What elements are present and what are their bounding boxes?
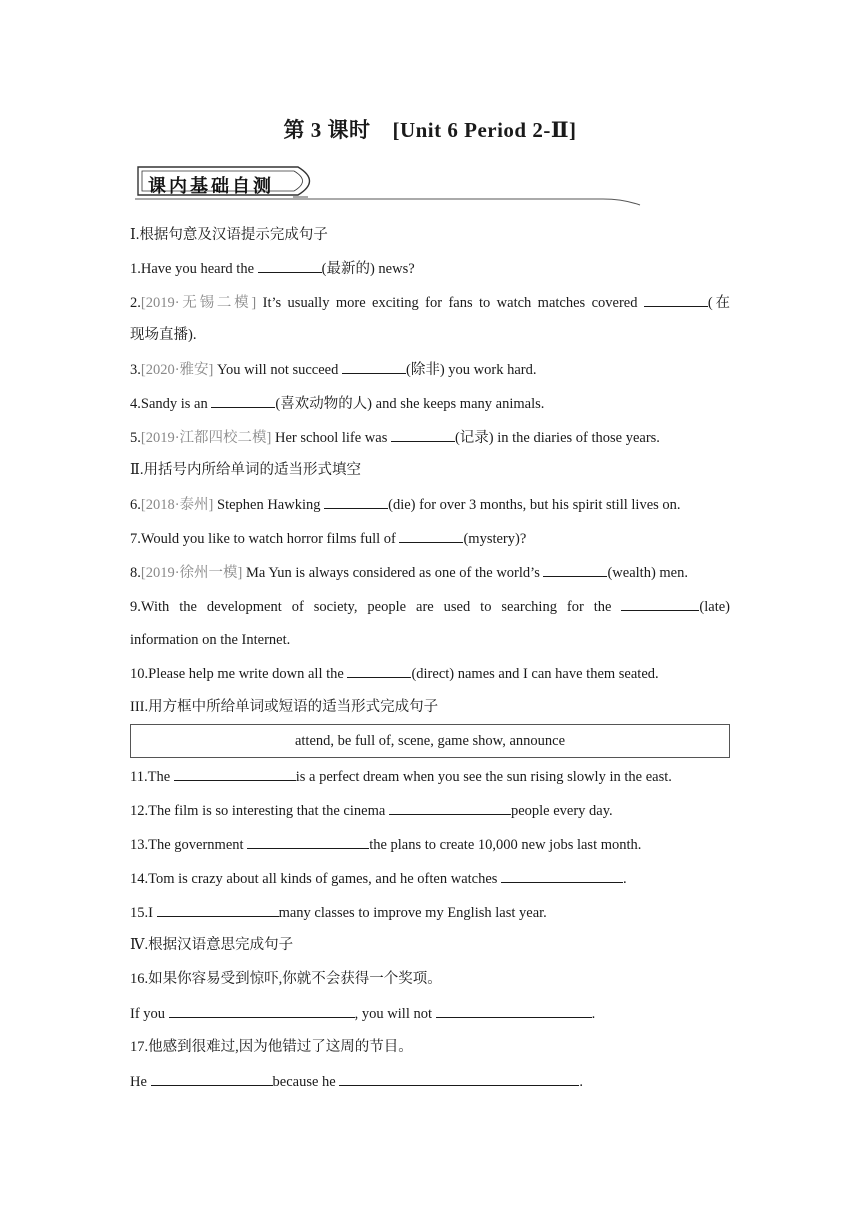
section-heading-3: III.用方框中所给单词或短语的适当形式完成句子 <box>130 699 439 715</box>
text-segment: (wealth) men. <box>607 565 688 581</box>
answer-blank[interactable] <box>391 427 455 442</box>
text-segment: . <box>591 1006 596 1022</box>
text-segment: people every day. <box>510 803 613 819</box>
question-9 <box>130 596 730 617</box>
question-16 <box>130 1003 730 1024</box>
text-segment: (direct) names and I can have them seated. <box>411 666 659 682</box>
text-segment: 4.Sandy is an <box>130 396 212 412</box>
question-15 <box>130 902 730 923</box>
question-10 <box>130 663 730 684</box>
text-segment: 5. <box>130 430 141 446</box>
question-5 <box>130 427 730 448</box>
question-3 <box>130 359 730 380</box>
banner-label: 课内基础自测 <box>148 176 274 197</box>
question-6 <box>130 494 730 515</box>
answer-blank[interactable] <box>157 902 279 917</box>
question-16-prompt: 16.如果你容易受到惊吓,你就不会获得一个奖项。 <box>130 971 442 987</box>
text-segment: (最新的) news? <box>321 261 415 277</box>
text-segment: Ma Yun is always considered as one of the world’s <box>242 565 544 581</box>
text-segment: It’s usually more exciting for fans to watch matches covered <box>256 295 644 311</box>
source-tag: [2018·泰州] <box>140 497 214 513</box>
question-12 <box>130 800 730 821</box>
text-segment: 3. <box>130 362 141 378</box>
text-segment: , you will not <box>354 1006 436 1022</box>
section-heading-2: Ⅱ.用括号内所给单词的适当形式填空 <box>130 462 361 478</box>
text-segment: (mystery)? <box>463 531 527 547</box>
question-9-cont: information on the Internet. <box>130 632 291 648</box>
answer-blank[interactable] <box>347 663 411 678</box>
text-segment: 14.Tom is crazy about all kinds of games, and he often watches <box>130 871 502 887</box>
text-segment: 2. <box>130 295 141 311</box>
answer-blank[interactable] <box>644 292 708 307</box>
text-segment: . <box>579 1074 583 1090</box>
text-segment: (late) <box>699 599 730 615</box>
source-tag: [2019·江都四校二模] <box>140 430 272 446</box>
question-4 <box>130 393 730 414</box>
text-segment: 7.Would you like to watch horror films full of <box>130 531 400 547</box>
text-segment: 8. <box>130 565 141 581</box>
text-segment: 15.I <box>130 905 157 921</box>
question-14 <box>130 868 730 889</box>
question-13 <box>130 834 730 855</box>
text-segment: 12.The film is so interesting that the cinema <box>130 803 389 819</box>
answer-blank[interactable] <box>501 868 623 883</box>
text-segment: 10.Please help me write down all the <box>130 666 348 682</box>
text-segment: You will not succeed <box>213 362 342 378</box>
text-segment: (在 <box>707 295 730 311</box>
text-segment: the plans to create 10,000 new jobs last month. <box>369 837 642 853</box>
text-segment: If you <box>130 1006 169 1022</box>
question-1 <box>130 258 730 279</box>
answer-blank[interactable] <box>151 1071 273 1086</box>
text-segment: Her school life was <box>271 430 391 446</box>
answer-blank[interactable] <box>399 528 463 543</box>
section-heading-1: Ⅰ.根据句意及汉语提示完成句子 <box>130 227 328 243</box>
text-segment: (喜欢动物的人) and she keeps many animals. <box>275 396 545 412</box>
text-segment: (除非) you work hard. <box>406 362 537 378</box>
answer-blank[interactable] <box>174 766 296 781</box>
question-2-cont: 现场直播). <box>130 327 197 343</box>
text-segment: Stephen Hawking <box>213 497 325 513</box>
question-17-prompt: 17.他感到很难过,因为他错过了这周的节目。 <box>130 1039 413 1055</box>
answer-blank[interactable] <box>339 1071 579 1086</box>
answer-blank[interactable] <box>169 1003 355 1018</box>
text-segment: (die) for over 3 months, but his spirit still lives on. <box>388 497 681 513</box>
page-title <box>0 114 860 144</box>
word-bank-box: attend, be full of, scene, game show, announce <box>130 724 730 758</box>
text-segment: because he <box>272 1074 340 1090</box>
question-2 <box>130 292 730 313</box>
source-tag: [2019·无锡二模] <box>140 295 257 311</box>
text-segment: (记录) in the diaries of those years. <box>454 430 660 446</box>
source-tag: [2020·雅安] <box>140 362 214 378</box>
answer-blank[interactable] <box>436 1003 592 1018</box>
question-7 <box>130 528 730 549</box>
section-heading-4: Ⅳ.根据汉语意思完成句子 <box>130 937 294 953</box>
title-lesson: 第 3 课时 <box>283 118 371 142</box>
text-segment: 11.The <box>130 769 174 785</box>
answer-blank[interactable] <box>211 393 275 408</box>
answer-blank[interactable] <box>342 359 406 374</box>
text-segment: 1.Have you heard the <box>130 261 258 277</box>
text-segment: . <box>623 871 627 887</box>
answer-blank[interactable] <box>543 562 607 577</box>
answer-blank[interactable] <box>389 800 511 815</box>
answer-blank[interactable] <box>258 258 322 273</box>
question-17 <box>130 1071 730 1092</box>
question-8 <box>130 562 730 583</box>
source-tag: [2019·徐州一模] <box>140 565 243 581</box>
answer-blank[interactable] <box>324 494 388 509</box>
text-segment: He <box>130 1074 151 1090</box>
text-segment: 9.With the development of society, people are used to searching for the <box>130 599 622 615</box>
title-unit: [Unit 6 Period 2-Ⅱ] <box>392 118 577 142</box>
text-segment: 13.The government <box>130 837 248 853</box>
text-segment: many classes to improve my English last year. <box>278 905 547 921</box>
question-11 <box>130 766 730 787</box>
answer-blank[interactable] <box>247 834 369 849</box>
text-segment: 6. <box>130 497 141 513</box>
text-segment: is a perfect dream when you see the sun rising slowly in the east. <box>295 769 672 785</box>
answer-blank[interactable] <box>621 596 699 611</box>
